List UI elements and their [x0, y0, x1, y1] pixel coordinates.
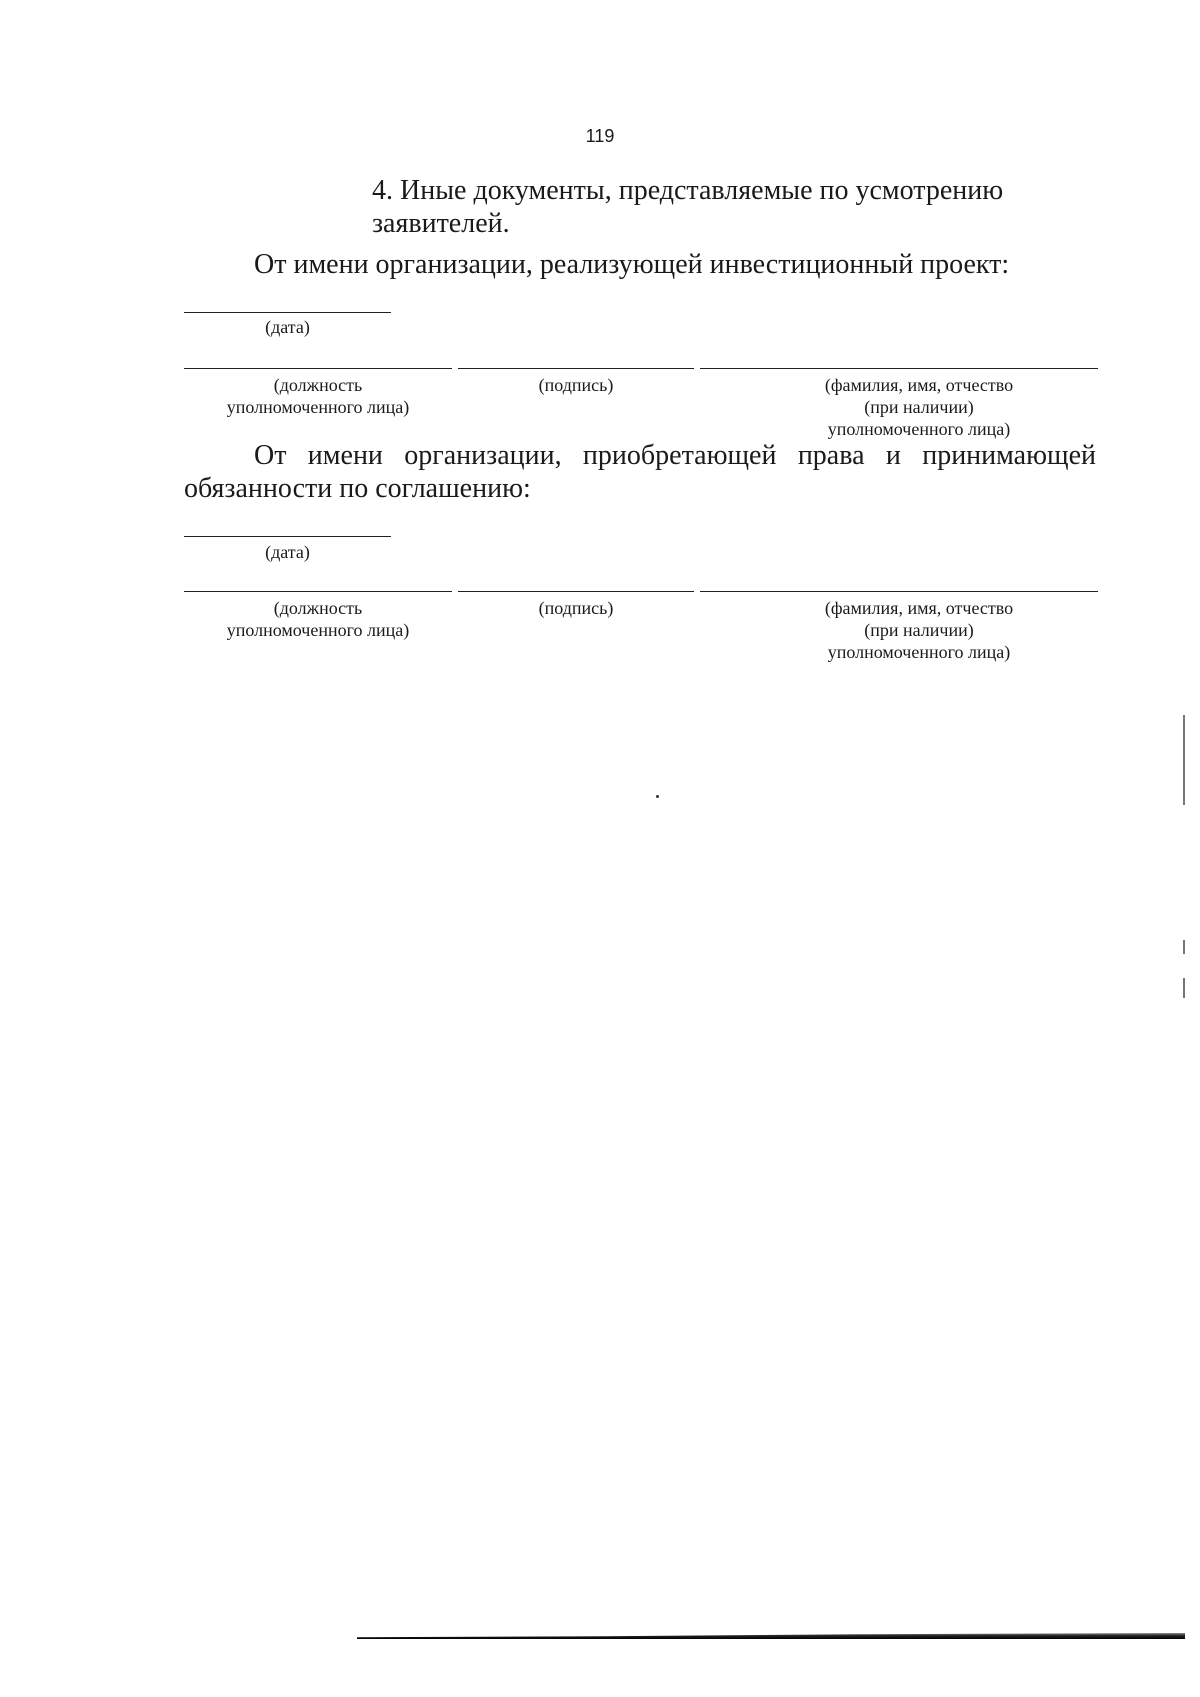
signature-block-2-name-caption: (фамилия, имя, отчество (при наличии) уполномоченного лица) [824, 598, 1014, 662]
signature-block-1-name-line[interactable] [700, 368, 1098, 369]
scan-speck-dot [656, 795, 659, 798]
signature-block-2-date-line[interactable] [184, 536, 391, 537]
signature-block-2-heading: От имени организации, приобретающей права и принимающей обязанности по соглашению: [184, 440, 1096, 504]
item-4-other-documents: 4. Иные документы, представляемые по усмотрению заявителей. [372, 175, 1004, 239]
signature-block-1-position-line[interactable] [184, 368, 452, 369]
signature-block-1-date-caption: (дата) [265, 317, 310, 337]
scan-edge-mark [1183, 940, 1185, 954]
scan-edge-mark [1183, 715, 1185, 805]
scan-edge-mark [1183, 978, 1185, 998]
signature-block-1-signature-caption: (подпись) [538, 375, 614, 395]
signature-block-1-date-line[interactable] [184, 312, 391, 313]
page-number: 119 [585, 126, 615, 146]
signature-block-1-position-caption: (должность уполномоченного лица) [226, 375, 410, 417]
signature-block-2-position-line[interactable] [184, 591, 452, 592]
signature-block-2-position-caption: (должность уполномоченного лица) [226, 598, 410, 640]
signature-block-1-heading: От имени организации, реализующей инвестиционный проект: [254, 249, 1010, 280]
signature-block-2-signature-caption: (подпись) [538, 598, 614, 618]
signature-block-1-signature-line[interactable] [458, 368, 694, 369]
signature-block-2-name-line[interactable] [700, 591, 1098, 592]
signature-block-1-name-caption: (фамилия, имя, отчество (при наличии) уполномоченного лица) [824, 375, 1014, 439]
signature-block-2-date-caption: (дата) [265, 542, 310, 562]
signature-block-2-signature-line[interactable] [458, 591, 694, 592]
scan-bottom-shadow-bar [357, 1633, 1185, 1639]
